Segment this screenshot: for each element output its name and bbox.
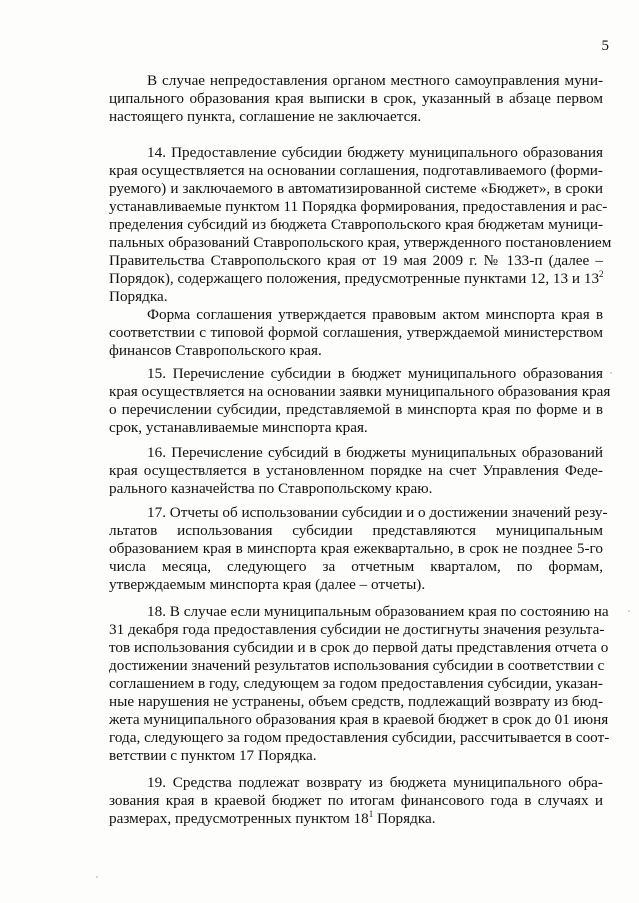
text-line: В случае непредоставления органом местного самоуправления муни- <box>147 72 603 89</box>
text-line: Порядка. <box>109 288 168 305</box>
text-line: утверждаемым минспорта края (далее – отчеты). <box>109 576 426 593</box>
text-line: соответствии с типовой формой соглашения, утверждаемой министерством <box>109 324 603 341</box>
text-line: Правительства Ставропольского края от 19 мая 2009 г. № 133-п (далее – <box>109 252 603 269</box>
superscript: 2 <box>599 269 604 279</box>
text-line: финансов Ставропольского края. <box>109 342 322 359</box>
text-line: 17. Отчеты об использовании субсидии и о достижении значений резу- <box>147 504 608 521</box>
text-line: 18. В случае если муниципальным образованием края по состоянию на <box>147 603 609 620</box>
text-line: срок, устанавливаемые минспорта края. <box>109 419 368 436</box>
text-line: образованием края в минспорта края ежеквартально, в срок не позднее 5-го <box>109 540 603 557</box>
text-after-superscript: Порядка. <box>373 810 436 827</box>
scan-artifact <box>96 876 98 878</box>
text-line: 31 декабря года предоставления субсидии не достигнуты значения результа- <box>109 621 605 638</box>
text-line: ципального образования края выписки в срок, указанный в абзаце первом <box>109 90 603 107</box>
scan-artifact <box>610 372 612 374</box>
text-line: Форма соглашения утверждается правовым актом минспорта края в <box>147 306 603 323</box>
text-line: руемого) и заключаемого в автоматизированной системе «Бюджет», в сроки <box>109 180 603 197</box>
text-line: устанавливаемые пунктом 11 Порядка формирования, предоставления и рас- <box>109 198 608 215</box>
text-line: 16. Перечисление субсидий в бюджеты муниципальных образований <box>147 444 603 461</box>
text-line: числа месяца, следующего за отчетным кварталом, по формам, <box>109 558 603 575</box>
text-line: ные нарушения не устранены, объем средств, подлежащий возврату из бюд- <box>109 693 603 710</box>
text-line: края осуществляется на основании соглашения, подготавливаемого (форми- <box>109 162 603 179</box>
text-line: 14. Предоставление субсидии бюджету муниципального образования <box>147 144 603 161</box>
text-line: льтатов использования субсидии представляются муниципальным <box>109 522 603 539</box>
text-line: 19. Средства подлежат возврату из бюджета муниципального обра- <box>147 774 603 791</box>
text-line: настоящего пункта, соглашение не заключается. <box>109 108 422 125</box>
text-line: края осуществляется в установленном порядке на счет Управления Федe- <box>109 462 603 479</box>
text-line: тов использования субсидии и в срок до первой даты представления отчета о <box>109 639 609 656</box>
text-line: 15. Перечисление субсидии в бюджет муниципального образования <box>147 365 603 382</box>
text-line: о перечислении субсидии, представляемой в минспорта края по форме и в <box>109 401 603 418</box>
text-line: рального казначейства по Ставропольскому краю. <box>109 480 433 497</box>
text-line: жета муниципального образования края в краевой бюджет в срок до 01 июня <box>109 711 609 728</box>
page-number: 5 <box>601 38 609 54</box>
text-line: пределения субсидий из бюджета Ставропольского края бюджетам муници- <box>109 216 603 233</box>
text-line: ветствии с пунктом 17 Порядка. <box>109 747 317 764</box>
scan-artifact <box>628 610 630 612</box>
text-line: зования края в краевой бюджет по итогам финансового года в случаях и <box>109 792 603 809</box>
text-line: края осуществляется на основании заявки муниципального образования края <box>109 383 611 400</box>
text-line: размерах, предусмотренных пунктом $18^1$ Порядка. <box>109 809 436 827</box>
text-line: года, следующего за годом предоставления субсидии, рассчитывается в соот- <box>109 729 610 746</box>
text-line: соглашением в году, следующем за годом предоставления субсидии, указан- <box>109 675 603 692</box>
text-line: пальных образований Ставропольского края, утвержденного постановлением <box>109 234 612 251</box>
text-line: Порядок), содержащего положения, предусмотренные пунктами 12, 13 и $13^2$ <box>109 269 604 287</box>
text-line: достижении значений результатов использования субсидии в соответствии с <box>109 657 605 674</box>
superscript: 1 <box>368 809 374 819</box>
